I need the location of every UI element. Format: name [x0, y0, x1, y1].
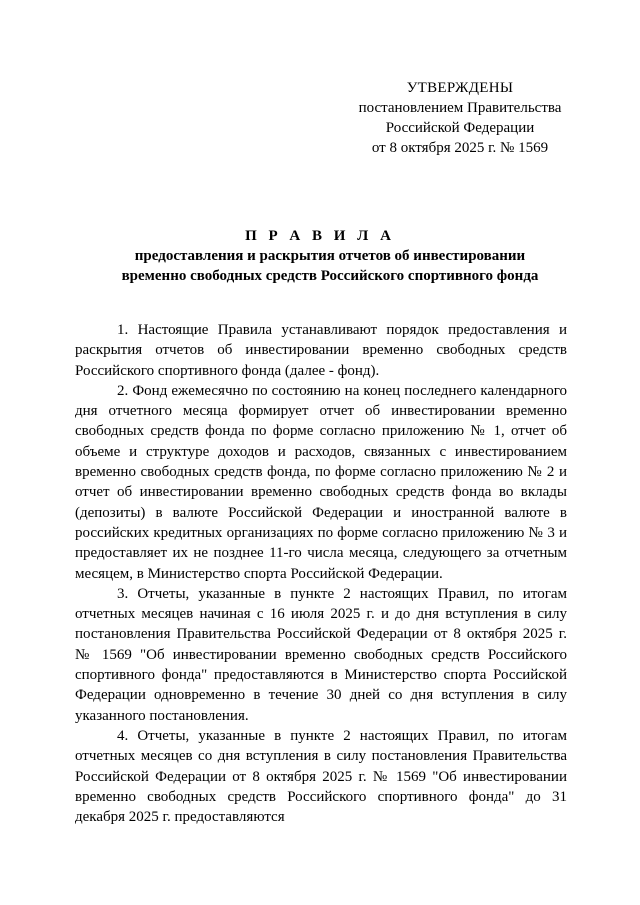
document-title: П Р А В И Л А [245, 228, 395, 244]
document-subtitle [80, 246, 580, 286]
paragraph-3: 3. Отчеты, указанные в пункте 2 настоящих Правил, по итогам отчетных месяцев начиная с 16 июля 2025 г. и до дня вступления в силу постановления Правительства Российской Федерации от 8 октября 2025 г. № 1569 "Об инвестировании временно свободных средств Российского спортивного фонда" предоставляются в Министерство спорта Российской Федерации одновременно в течение 30 дней со дня вступления в силу указанного постановления. [75, 585, 567, 724]
approval-title: УТВЕРЖДЕНЫ [406, 80, 514, 96]
document-body [75, 320, 567, 827]
approval-line-3: от 8 октября 2025 г. № 1569 [371, 140, 549, 156]
approval-stamp [340, 78, 580, 158]
paragraph-4: 4. Отчеты, указанные в пункте 2 настоящих Правил, по итогам отчетных месяцев со дня вступления в силу постановления Правительства Российской Федерации от 8 октября 2025 г. № 1569 "Об инвестировании временно свободных средств Российского спортивного фонда" до 31 декабря 2025 г. предоставляются [75, 727, 567, 826]
document-subtitle-line-1: предоставления и раскрытия отчетов об инвестировании [134, 248, 526, 264]
paragraph-2: 2. Фонд ежемесячно по состоянию на конец последнего календарного дня отчетного месяца формирует отчет об инвестировании временно свободных средств фонда по форме согласно приложению № 1, отчет об объеме и структуре доходов и расходов, связанных с инвестированием временно свободных средств фонда, по форме согласно приложению № 2 и отчет об инвестировании временно свободных средств фонда во вклады (депозиты) в валюте Российской Федерации и иностранной валюте в российских кредитных организациях по форме согласно приложению № 3 и предоставляет их не позднее 11-го числа месяца, следующего за отчетным месяцем, в Министерство спорта Российской Федерации. [75, 382, 567, 582]
approval-line-1: постановлением Правительства [358, 100, 562, 116]
document-subtitle-line-2: временно свободных средств Российского спортивного фонда [121, 268, 539, 284]
approval-line-2: Российской Федерации [385, 120, 535, 136]
paragraph-1: 1. Настоящие Правила устанавливают порядок предоставления и раскрытия отчетов об инвестировании временно свободных средств Российского спортивного фонда (далее - фонд). [75, 322, 567, 379]
